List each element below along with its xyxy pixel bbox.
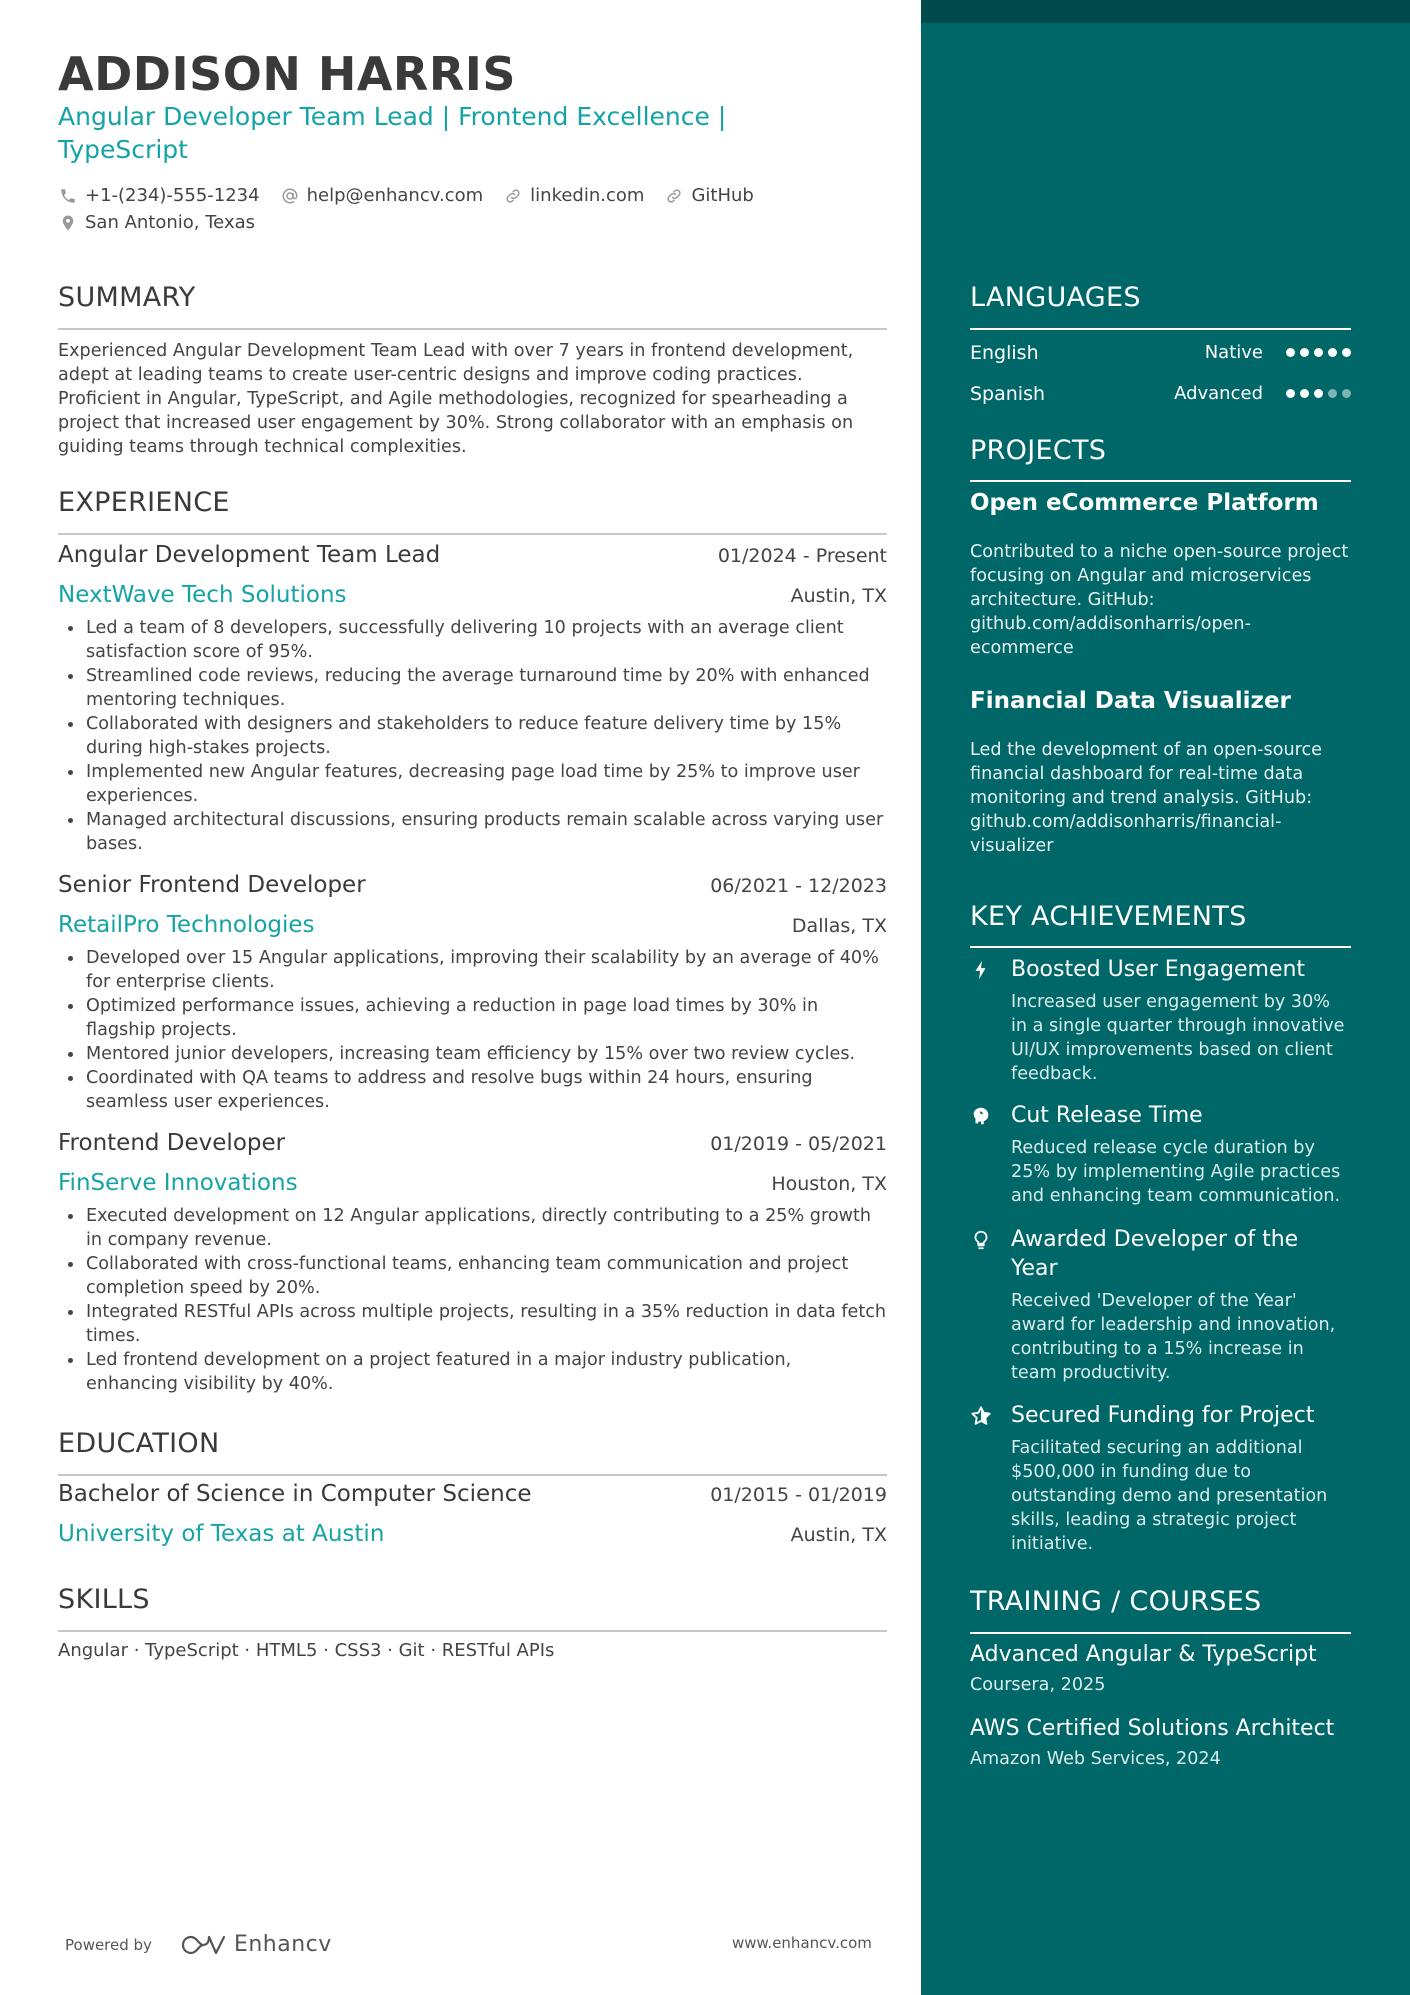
bullet-item: Led frontend development on a project featured in a major industry publication, enhancing visibility by 40%. [58,1348,887,1396]
experience-entry [58,872,887,1114]
at-icon [280,186,300,206]
course-item [970,1716,1351,1769]
achievement-item [970,1225,1351,1385]
footer-url[interactable]: www.enhancv.com [732,1934,872,1952]
phone-icon [58,186,78,206]
contact-email[interactable] [280,185,484,206]
achievements-divider [970,946,1351,948]
rating-dot-filled [1314,348,1323,357]
rating-dot-filled [1342,348,1351,357]
language-rating [1281,389,1351,398]
brain-icon [970,1105,992,1127]
experience-entry [58,1130,887,1396]
role-bullets [58,946,887,1114]
role-location: Dallas, TX [791,915,887,937]
achievements-heading: KEY ACHIEVEMENTS [970,901,1247,932]
bullet-item: Optimized performance issues, achieving a reduction in page load times by 30% in flagship projects. [58,994,887,1042]
link-icon [503,186,523,206]
school-location: Austin, TX [790,1524,887,1546]
sidebar [921,0,1410,1995]
achievement-title: Cut Release Time [1011,1103,1203,1128]
role-bullets [58,616,887,856]
projects-divider [970,480,1351,482]
contact-info [58,182,858,236]
achievement-title: Awarded Developer of the Year [1011,1227,1299,1281]
projects-heading: PROJECTS [970,435,1107,466]
email-text: help@enhancv.com [306,185,484,206]
language-name: Spanish [970,382,1046,405]
training-divider [970,1632,1351,1634]
language-rating [1281,348,1351,357]
bullet-item: Mentored junior developers, increasing team efficiency by 15% over two review cycles. [58,1042,887,1066]
achievement-item [970,1401,1351,1556]
achievement-title: Secured Funding for Project [1011,1403,1315,1428]
bullet-item: Managed architectural discussions, ensuring products remain scalable across varying user bases. [58,808,887,856]
experience-heading: EXPERIENCE [58,487,230,518]
linkedin-text: linkedin.com [530,185,645,206]
course-provider: Amazon Web Services, 2024 [970,1749,1221,1769]
company-name[interactable]: NextWave Tech Solutions [58,582,347,608]
contact-phone[interactable] [58,185,260,206]
rating-dot-filled [1286,389,1295,398]
achievement-desc: Received 'Developer of the Year' award for leadership and innovation, contributing to a 15% increase in team productivity. [1011,1291,1336,1383]
location-pin-icon [58,213,78,233]
language-name: English [970,341,1039,364]
language-level: Advanced [1174,383,1263,404]
rating-dot-empty [1342,389,1351,398]
course-provider: Coursera, 2025 [970,1675,1106,1695]
bullet-item: Led a team of 8 developers, successfully delivering 10 projects with an average client satisfaction score of 95%. [58,616,887,664]
star-icon [970,1405,992,1427]
enhancv-brand: Enhancv [233,1932,332,1957]
rating-dot-filled [1328,348,1337,357]
course-title: Advanced Angular & TypeScript [970,1642,1317,1667]
enhancv-logo-icon [180,1933,226,1957]
achievement-item [970,955,1351,1086]
role-title: Angular Development Team Lead [58,542,441,568]
company-name[interactable]: FinServe Innovations [58,1170,298,1196]
bolt-icon [970,959,992,981]
language-item [970,332,1351,373]
experience-divider [58,533,887,535]
role-bullets [58,1204,887,1396]
language-item [970,373,1351,414]
bullet-item: Implemented new Angular features, decreasing page load time by 25% to improve user experiences. [58,760,887,808]
skills-divider [58,1630,887,1632]
candidate-name: ADDISON HARRIS [58,47,517,101]
bullet-item: Developed over 15 Angular applications, improving their scalability by an average of 40% for enterprise clients. [58,946,887,994]
role-title: Senior Frontend Developer [58,872,366,898]
bullet-item: Integrated RESTful APIs across multiple projects, resulting in a 35% reduction in data fetch times. [58,1300,887,1348]
project-title: Financial Data Visualizer [970,688,1291,714]
bullet-item: Collaborated with designers and stakeholders to reduce feature delivery time by 15% during high-stakes projects. [58,712,887,760]
summary-divider [58,328,887,330]
powered-by-text: Powered by [65,1935,152,1954]
role-dates: 06/2021 - 12/2023 [710,875,887,897]
candidate-title: Angular Developer Team Lead | Frontend Excellence | TypeScript [58,102,727,164]
rating-dot-filled [1286,348,1295,357]
project-entry [970,490,1351,660]
lightbulb-icon [970,1229,992,1251]
phone-text: +1-(234)-555-1234 [85,185,260,206]
school-name[interactable]: University of Texas at Austin [58,1521,385,1547]
education-heading: EDUCATION [58,1428,220,1459]
achievement-desc: Increased user engagement by 30% in a single quarter through innovative UI/UX improvements based on client feedback. [1011,992,1345,1084]
role-dates: 01/2024 - Present [717,545,887,567]
role-dates: 01/2019 - 05/2021 [710,1133,887,1155]
rating-dot-filled [1314,389,1323,398]
course-item [970,1642,1351,1695]
rating-dot-filled [1300,389,1309,398]
bullet-item: Coordinated with QA teams to address and resolve bugs within 24 hours, ensuring seamless user experiences. [58,1066,887,1114]
skills-list: Angular · TypeScript · HTML5 · CSS3 · Git · RESTful APIs [58,1640,555,1661]
achievement-desc: Facilitated securing an additional $500,000 in funding due to outstanding demo and presentation skills, leading a strategic project initiative. [1011,1438,1328,1554]
github-text: GitHub [691,185,754,206]
enhancv-logo[interactable] [180,1932,332,1957]
course-title: AWS Certified Solutions Architect [970,1716,1335,1741]
contact-location [58,212,255,233]
sidebar-top-band [921,0,1410,23]
project-desc: Led the development of an open-source financial dashboard for real-time data monitoring and trend analysis. GitHub: github.com/addisonharris/financial-visualizer [970,740,1322,856]
powered-by [65,1932,332,1957]
bullet-item: Executed development on 12 Angular applications, directly contributing to a 25% growth in company revenue. [58,1204,887,1252]
languages-divider [970,328,1351,330]
project-entry [970,688,1351,858]
language-level: Native [1204,342,1263,363]
achievement-desc: Reduced release cycle duration by 25% by implementing Agile practices and enhancing team communication. [1011,1138,1341,1206]
training-heading: TRAINING / COURSES [970,1586,1262,1617]
education-entry [58,1481,887,1555]
location-text: San Antonio, Texas [85,212,255,233]
education-divider [58,1474,887,1476]
degree-title: Bachelor of Science in Computer Science [58,1481,532,1507]
summary-text: Experienced Angular Development Team Lead with over 7 years in frontend development, adept at leading teams to create user-centric designs and improve coding practices. Proficient in Angular, TypeScript, and Agile methodologies, recognized for spearheading a project that increased user engagement by 30%. Strong collaborator with an emphasis on guiding teams through technical complexities. [58,341,854,457]
experience-entry [58,542,887,856]
bullet-item: Streamlined code reviews, reducing the average turnaround time by 20% with enhanced mentoring techniques. [58,664,887,712]
project-desc: Contributed to a niche open-source project focusing on Angular and microservices architecture. GitHub: github.com/addisonharris/open-ecommerce [970,542,1349,658]
rating-dot-filled [1300,348,1309,357]
contact-linkedin[interactable] [503,185,644,206]
rating-dot-empty [1328,389,1337,398]
education-dates: 01/2015 - 01/2019 [710,1484,887,1506]
skills-heading: SKILLS [58,1584,150,1615]
bullet-item: Collaborated with cross-functional teams, enhancing team communication and project completion speed by 20%. [58,1252,887,1300]
contact-github[interactable] [664,185,753,206]
role-location: Houston, TX [771,1173,887,1195]
project-title: Open eCommerce Platform [970,490,1319,516]
company-name[interactable]: RetailPro Technologies [58,912,315,938]
languages-heading: LANGUAGES [970,282,1141,313]
role-title: Frontend Developer [58,1130,286,1156]
achievement-item [970,1101,1351,1208]
achievement-title: Boosted User Engagement [1011,957,1306,982]
summary-heading: SUMMARY [58,282,196,313]
role-location: Austin, TX [790,585,887,607]
link-icon [664,186,684,206]
languages-list [970,332,1351,414]
